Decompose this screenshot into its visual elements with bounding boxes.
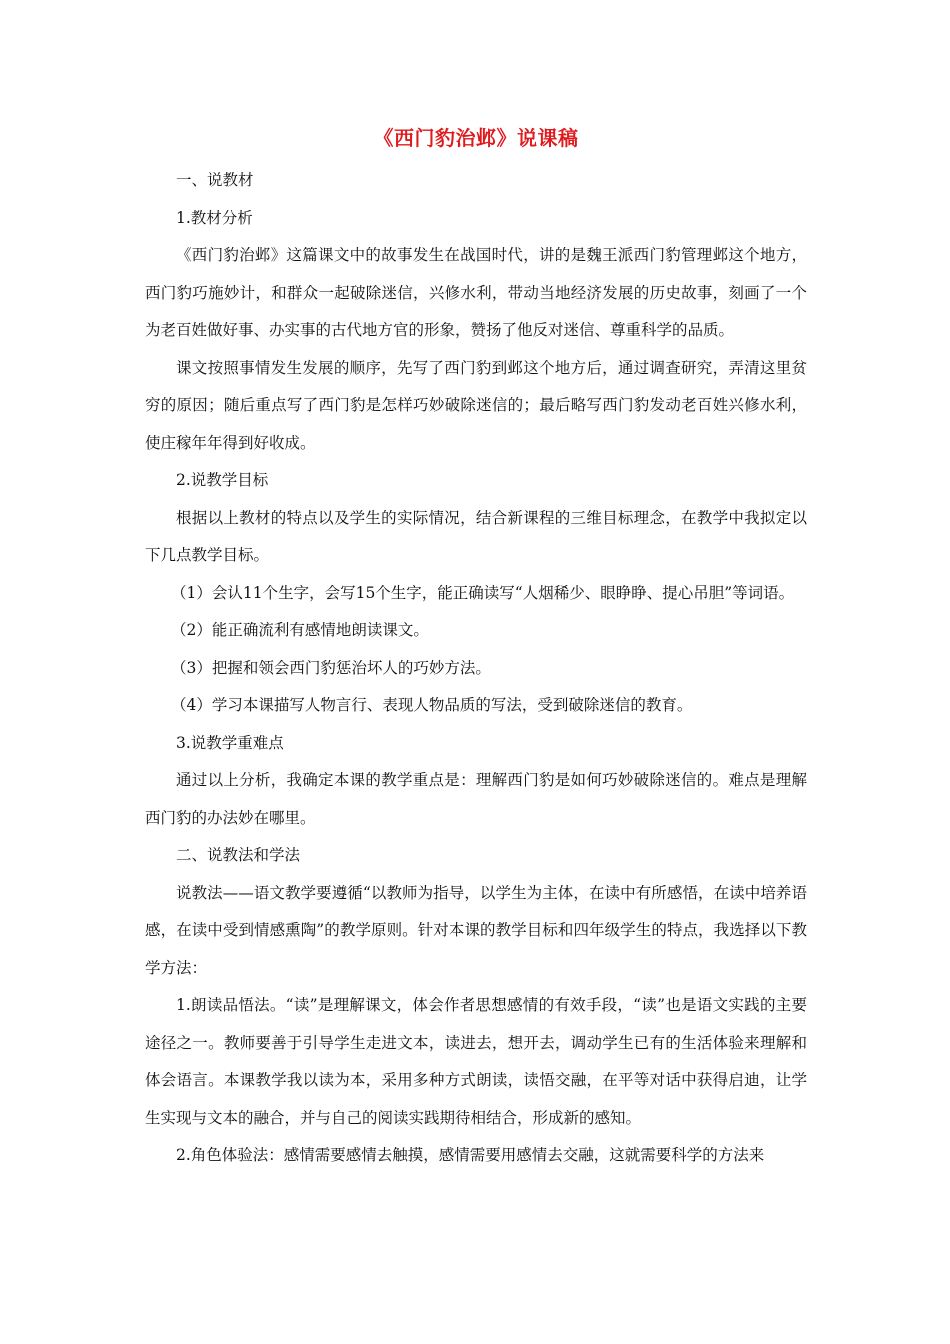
paragraph: 1.朗读品悟法。“读”是理解课文，体会作者思想感情的有效手段，“读”也是语文实践的主要途径之一。教师要善于引导学生走进文本，读进去，想开去，调动学生已有的生活体验来理解和体会语言。本课教学我以读为本，采用多种方式朗读，读悟交融，在平等对话中获得启迪，让学生实现与文本的融合，并与自己的阅读实践期待相结合，形成新的感知。 — [145, 996, 807, 1127]
section-heading: 二、说教法和学法 — [176, 846, 301, 864]
document-title: 《西门豹治邺》说课稿 — [373, 126, 579, 150]
paragraph: 说教法——语文教学要遵循“以教师为指导，以学生为主体，在读中有所感悟，在读中培养语感，在读中受到情感熏陶”的教学原则。针对本课的教学目标和四年级学生的特点，我选择以下教学方法： — [145, 883, 807, 977]
section-heading: 一、说教材 — [176, 171, 254, 189]
paragraph: 根据以上教材的特点以及学生的实际情况，结合新课程的三维目标理念，在教学中我拟定以下几点教学目标。 — [145, 508, 807, 564]
subsection-heading: 3.说教学重难点 — [176, 733, 284, 752]
paragraph: 通过以上分析，我确定本课的教学重点是：理解西门豹是如何巧妙破除迷信的。难点是理解西门豹的办法妙在哪里。 — [145, 771, 807, 827]
document-page — [145, 118, 807, 1175]
goal-item: （1）会认11个生字，会写15个生字，能正确读写“人烟稀少、眼睁睁、提心吊胆”等词语。 — [171, 583, 795, 602]
paragraph: 《西门豹治邺》这篇课文中的故事发生在战国时代，讲的是魏王派西门豹管理邺这个地方，西门豹巧施妙计，和群众一起破除迷信，兴修水利，带动当地经济发展的历史故事，刻画了一个为老百姓做好事、办实事的古代地方官的形象，赞扬了他反对迷信、尊重科学的品质。 — [145, 246, 807, 339]
paragraph: 2.角色体验法：感情需要感情去触摸，感情需要用感情去交融，这就需要科学的方法来 — [176, 1146, 765, 1164]
goal-item: （2）能正确流利有感情地朗读课文。 — [171, 621, 429, 639]
subsection-heading: 2.说教学目标 — [176, 471, 269, 489]
goal-item: （4）学习本课描写人物言行、表现人物品质的写法，受到破除迷信的教育。 — [171, 696, 693, 714]
goal-item: （3）把握和领会西门豹惩治坏人的巧妙方法。 — [171, 658, 491, 677]
paragraph: 课文按照事情发生发展的顺序，先写了西门豹到邺这个地方后，通过调查研究，弄清这里贫穷的原因；随后重点写了西门豹是怎样巧妙破除迷信的；最后略写西门豹发动老百姓兴修水利，使庄稼年年得到好收成。 — [145, 358, 807, 452]
subsection-heading: 1.教材分析 — [176, 208, 253, 227]
